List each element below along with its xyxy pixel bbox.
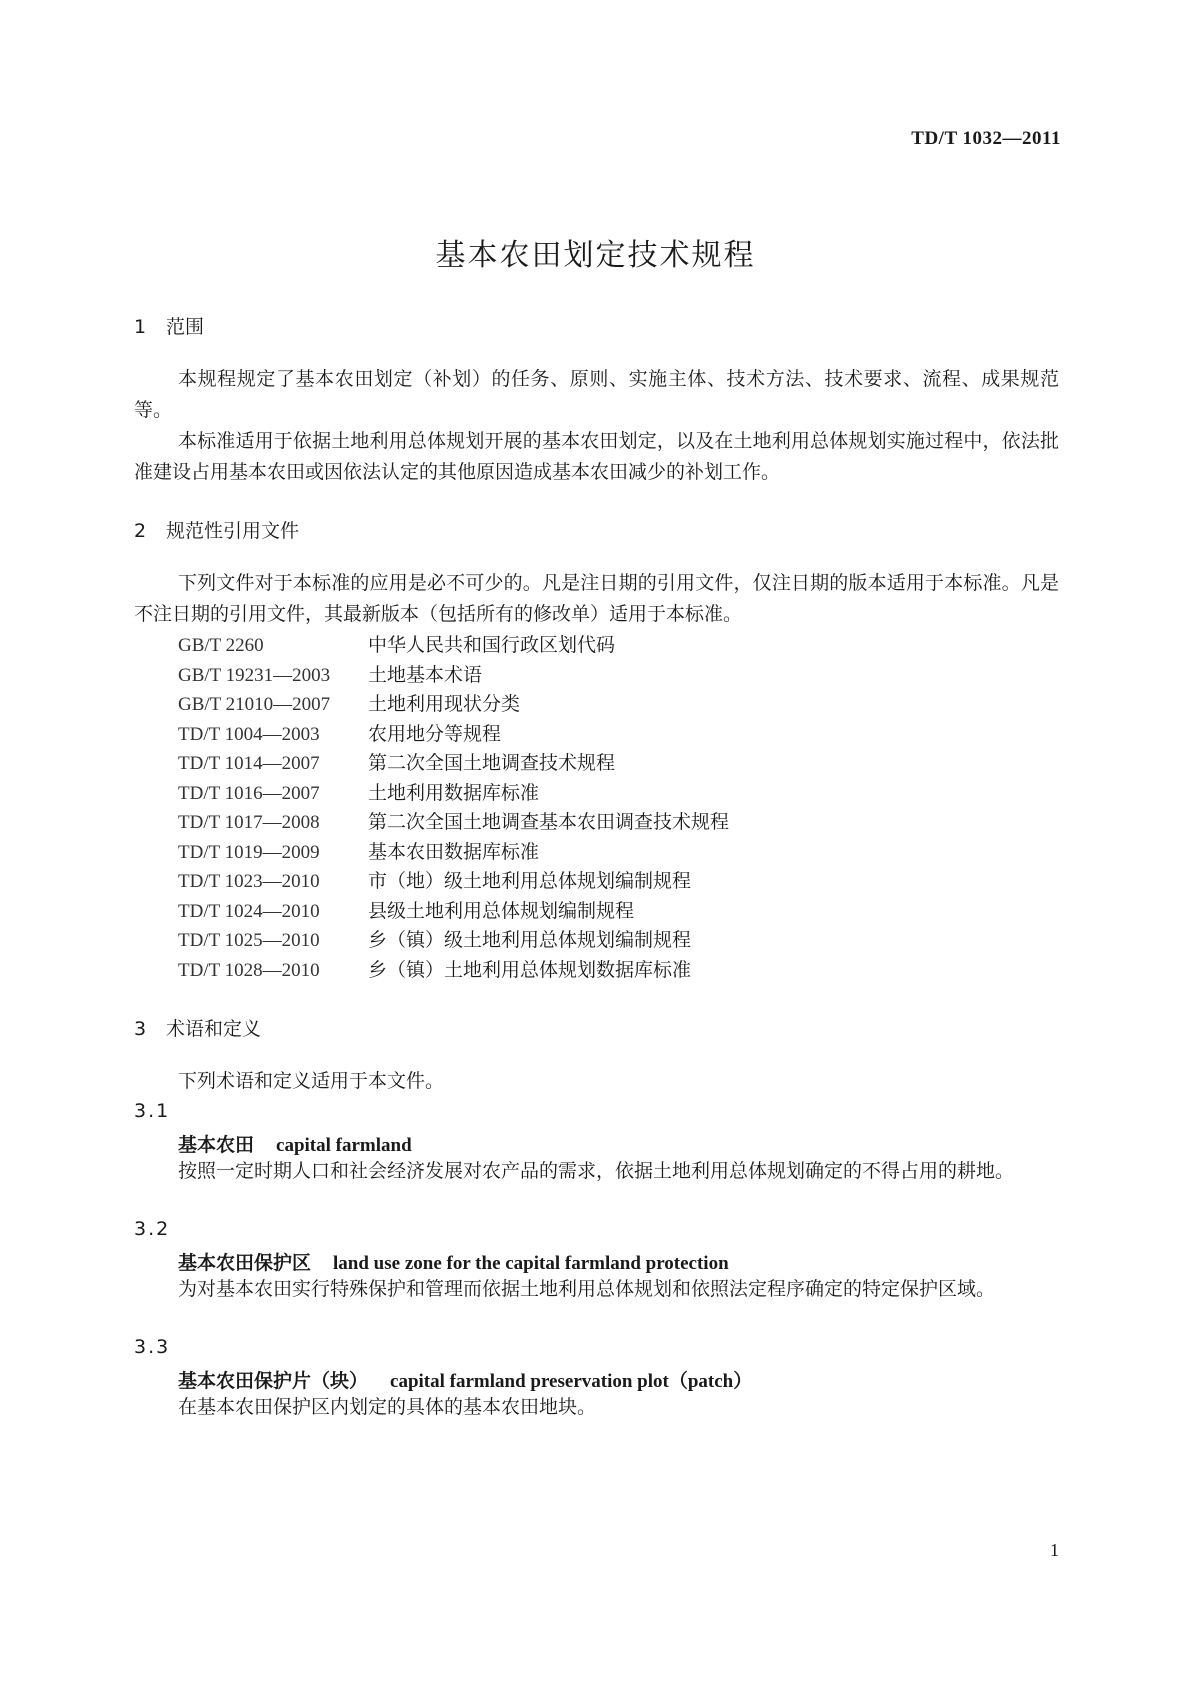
term-english: capital farmland preservation plot（patch） <box>390 1371 753 1392</box>
reference-item <box>178 837 539 864</box>
reference-code: TD/T 1028—2010 <box>178 960 320 981</box>
reference-code: TD/T 1023—2010 <box>178 871 320 892</box>
reference-code: GB/T 21010—2007 <box>178 694 331 715</box>
reference-code: TD/T 1017—2008 <box>178 812 320 833</box>
reference-item <box>178 896 634 923</box>
reference-title: 中华人民共和国行政区划代码 <box>368 634 616 656</box>
reference-title: 土地利用现状分类 <box>368 693 521 715</box>
reference-item <box>178 719 501 746</box>
section-1-body <box>134 364 1059 488</box>
reference-title: 县级土地利用总体规划编制规程 <box>368 900 635 922</box>
reference-item <box>178 630 615 657</box>
paragraph: 本规程规定了基本农田划定（补划）的任务、原则、实施主体、技术方法、技术要求、流程、成果规范等。 <box>134 368 1059 421</box>
reference-title: 第二次全国土地调查基本农田调查技术规程 <box>368 811 730 833</box>
reference-item <box>178 807 729 834</box>
reference-code: TD/T 1025—2010 <box>178 930 320 951</box>
reference-code: TD/T 1019—2009 <box>178 842 320 863</box>
paragraph: 本标准适用于依据土地利用总体规划开展的基本农田划定，以及在土地利用总体规划实施过程中，依法批准建设占用基本农田或因依法认定的其他原因造成基本农田减少的补划工作。 <box>134 430 1059 483</box>
section-number: 2 <box>134 520 147 542</box>
paragraph: 下列文件对于本标准的应用是必不可少的。凡是注日期的引用文件，仅注日期的版本适用于本标准。凡是不注日期的引用文件，其最新版本（包括所有的修改单）适用于本标准。 <box>134 572 1059 625</box>
term-chinese: 基本农田保护片（块） <box>178 1370 369 1392</box>
term-definition: 按照一定时期人口和社会经济发展对农产品的需求，依据土地利用总体规划确定的不得占用的耕地。 <box>178 1160 1015 1182</box>
section-3-heading <box>134 1014 261 1041</box>
term-entry <box>178 1248 729 1275</box>
reference-item <box>178 748 615 775</box>
reference-title: 乡（镇）土地利用总体规划数据库标准 <box>368 959 692 981</box>
reference-code: GB/T 2260 <box>178 635 264 656</box>
reference-code: TD/T 1004—2003 <box>178 724 320 745</box>
reference-title: 农用地分等规程 <box>368 723 502 745</box>
term-chinese: 基本农田 <box>178 1134 255 1156</box>
reference-code: GB/T 19231—2003 <box>178 665 331 686</box>
term-number: 3.3 <box>134 1336 171 1358</box>
reference-item <box>178 778 539 805</box>
reference-item <box>178 660 482 687</box>
section-1-heading <box>134 312 204 339</box>
term-definition: 在基本农田保护区内划定的具体的基本农田地块。 <box>178 1396 597 1418</box>
section-title: 术语和定义 <box>166 1018 262 1040</box>
reference-title: 土地基本术语 <box>368 664 483 686</box>
reference-title: 市（地）级土地利用总体规划编制规程 <box>368 870 692 892</box>
reference-title: 基本农田数据库标准 <box>368 841 540 863</box>
reference-code: TD/T 1014—2007 <box>178 753 320 774</box>
reference-title: 土地利用数据库标准 <box>368 782 540 804</box>
section-number: 1 <box>134 316 147 338</box>
reference-item <box>178 925 691 952</box>
reference-code: TD/T 1024—2010 <box>178 901 320 922</box>
reference-item <box>178 955 691 982</box>
term-number: 3.2 <box>134 1218 171 1240</box>
page-number: 1 <box>1050 1540 1059 1560</box>
section-2-heading <box>134 516 299 543</box>
reference-item <box>178 866 691 893</box>
section-title: 规范性引用文件 <box>166 520 300 542</box>
reference-item <box>178 689 520 716</box>
section-2-intro <box>134 568 1059 630</box>
paragraph: 下列术语和定义适用于本文件。 <box>178 1070 445 1092</box>
term-chinese: 基本农田保护区 <box>178 1252 312 1274</box>
reference-title: 乡（镇）级土地利用总体规划编制规程 <box>368 929 692 951</box>
term-english: land use zone for the capital farmland protection <box>333 1253 729 1274</box>
section-3-intro <box>134 1066 1059 1097</box>
standard-number: TD/T 1032—2011 <box>911 128 1061 149</box>
reference-code: TD/T 1016—2007 <box>178 783 320 804</box>
term-entry <box>178 1366 752 1393</box>
reference-title: 第二次全国土地调查技术规程 <box>368 752 616 774</box>
term-definition: 为对基本农田实行特殊保护和管理而依据土地利用总体规划和依照法定程序确定的特定保护区域。 <box>178 1278 996 1300</box>
term-english: capital farmland <box>276 1135 412 1156</box>
document-title: 基本农田划定技术规程 <box>435 238 756 273</box>
section-title: 范围 <box>166 316 205 338</box>
term-number: 3.1 <box>134 1100 171 1122</box>
section-number: 3 <box>134 1018 147 1040</box>
term-entry <box>178 1130 412 1157</box>
